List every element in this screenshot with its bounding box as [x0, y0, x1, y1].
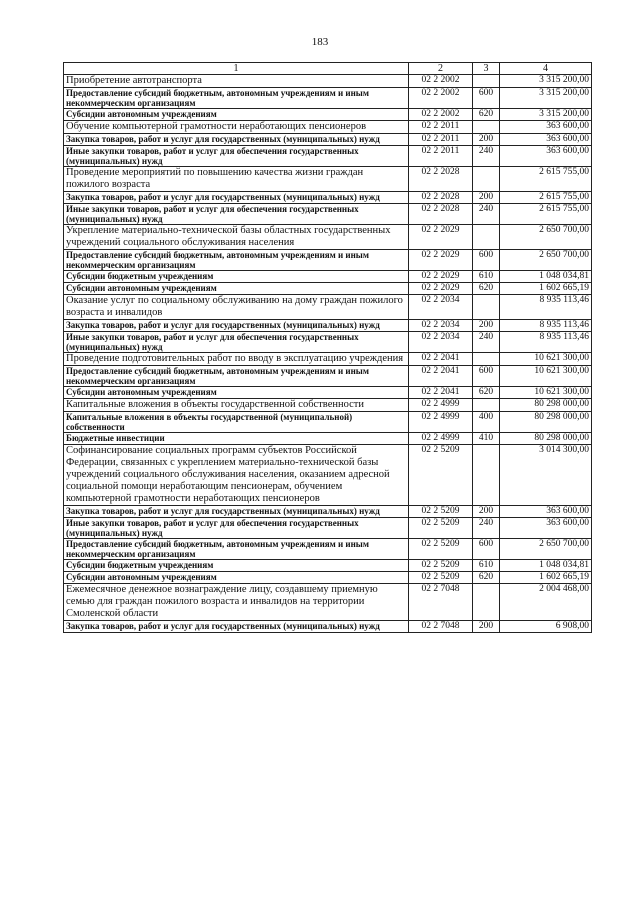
- table-row: [64, 621, 592, 633]
- table-row: [64, 121, 592, 134]
- column-header-3: 3: [473, 63, 500, 75]
- row-target-code: 02 2 2002: [409, 109, 473, 121]
- row-amount: 363 600,00: [500, 506, 592, 518]
- row-target-code: 02 2 2029: [409, 283, 473, 295]
- row-amount: 2 650 700,00: [500, 225, 592, 250]
- row-amount: 3 315 200,00: [500, 88, 592, 109]
- row-target-code: 02 2 2034: [409, 320, 473, 332]
- row-amount: 10 621 300,00: [500, 366, 592, 387]
- row-expense-type: [473, 75, 500, 88]
- row-expense-type: 200: [473, 320, 500, 332]
- row-name: Обучение компьютерной грамотности неработающих пенсионеров: [64, 121, 409, 134]
- row-expense-type: 240: [473, 332, 500, 353]
- row-target-code: 02 2 5209: [409, 539, 473, 560]
- row-expense-type: [473, 121, 500, 134]
- table-row: [64, 283, 592, 295]
- row-name: Укрепление материально-технической базы областных государственных учреждений социального обслуживания населения: [64, 225, 409, 250]
- row-amount: 80 298 000,00: [500, 412, 592, 433]
- row-amount: 3 315 200,00: [500, 75, 592, 88]
- row-expense-type: [473, 167, 500, 192]
- table-row: [64, 88, 592, 109]
- row-name: Софинансирование социальных программ субъектов Российской Федерации, связанных с укреплением материально-технической базы учреждений социального обслуживания населения, оказанием адресной социальной помощи неработающим пенсионерам, обучением компьютерной грамотности неработающих пенсионеров: [64, 445, 409, 506]
- row-amount: 363 600,00: [500, 518, 592, 539]
- row-target-code: 02 2 2011: [409, 146, 473, 167]
- row-amount: 1 602 665,19: [500, 283, 592, 295]
- row-target-code: 02 2 2041: [409, 366, 473, 387]
- row-expense-type: 240: [473, 204, 500, 225]
- row-amount: 2 004 468,00: [500, 584, 592, 621]
- row-name: Проведение подготовительных работ по вводу в эксплуатацию учреждения: [64, 353, 409, 366]
- row-expense-type: 240: [473, 518, 500, 539]
- row-name: Оказание услуг по социальному обслуживанию на дому граждан пожилого возраста и инвалидов: [64, 295, 409, 320]
- row-target-code: 02 2 7048: [409, 621, 473, 633]
- row-name: Субсидии бюджетным учреждениям: [64, 560, 409, 572]
- row-expense-type: [473, 225, 500, 250]
- row-name: Предоставление субсидий бюджетным, автономным учреждениям и иным некоммерческим организациям: [64, 366, 409, 387]
- row-name: Закупка товаров, работ и услуг для государственных (муниципальных) нужд: [64, 506, 409, 518]
- row-target-code: 02 2 2011: [409, 121, 473, 134]
- row-target-code: 02 2 4999: [409, 433, 473, 445]
- row-name: Капитальные вложения в объекты государственной собственности: [64, 399, 409, 412]
- table-row: [64, 250, 592, 271]
- row-amount: 2 615 755,00: [500, 192, 592, 204]
- row-name: Закупка товаров, работ и услуг для государственных (муниципальных) нужд: [64, 621, 409, 633]
- table-row: [64, 225, 592, 250]
- row-expense-type: 620: [473, 387, 500, 399]
- row-name: Закупка товаров, работ и услуг для государственных (муниципальных) нужд: [64, 134, 409, 146]
- row-amount: 2 615 755,00: [500, 167, 592, 192]
- row-expense-type: 600: [473, 539, 500, 560]
- row-target-code: 02 2 4999: [409, 399, 473, 412]
- row-target-code: 02 2 2002: [409, 75, 473, 88]
- row-amount: 1 048 034,81: [500, 271, 592, 283]
- table-row: [64, 192, 592, 204]
- row-expense-type: [473, 353, 500, 366]
- row-target-code: 02 2 5209: [409, 560, 473, 572]
- row-name: Субсидии автономным учреждениям: [64, 387, 409, 399]
- row-name: Ежемесячное денежное вознаграждение лицу, создавшему приемную семью для граждан пожилого возраста и инвалидов на территории Смоленской области: [64, 584, 409, 621]
- budget-table: [63, 62, 592, 633]
- row-expense-type: 620: [473, 283, 500, 295]
- row-target-code: 02 2 2034: [409, 295, 473, 320]
- row-target-code: 02 2 5209: [409, 518, 473, 539]
- row-name: Предоставление субсидий бюджетным, автономным учреждениям и иным некоммерческим организациям: [64, 539, 409, 560]
- row-target-code: 02 2 5209: [409, 572, 473, 584]
- row-amount: 1 602 665,19: [500, 572, 592, 584]
- row-name: Субсидии бюджетным учреждениям: [64, 271, 409, 283]
- row-expense-type: [473, 399, 500, 412]
- table-row: [64, 109, 592, 121]
- row-target-code: 02 2 4999: [409, 412, 473, 433]
- row-amount: 80 298 000,00: [500, 433, 592, 445]
- row-name: Субсидии автономным учреждениям: [64, 109, 409, 121]
- row-name: Иные закупки товаров, работ и услуг для обеспечения государственных (муниципальных) нужд: [64, 332, 409, 353]
- row-amount: 8 935 113,46: [500, 295, 592, 320]
- row-amount: 363 600,00: [500, 134, 592, 146]
- table-row: [64, 584, 592, 621]
- row-amount: 10 621 300,00: [500, 387, 592, 399]
- row-amount: 363 600,00: [500, 121, 592, 134]
- row-amount: 363 600,00: [500, 146, 592, 167]
- row-expense-type: 200: [473, 192, 500, 204]
- table-row: [64, 320, 592, 332]
- row-target-code: 02 2 7048: [409, 584, 473, 621]
- row-expense-type: 400: [473, 412, 500, 433]
- row-expense-type: 610: [473, 560, 500, 572]
- row-name: Закупка товаров, работ и услуг для государственных (муниципальных) нужд: [64, 192, 409, 204]
- row-target-code: 02 2 2028: [409, 167, 473, 192]
- row-expense-type: 610: [473, 271, 500, 283]
- row-amount: 8 935 113,46: [500, 320, 592, 332]
- row-name: Иные закупки товаров, работ и услуг для обеспечения государственных (муниципальных) нужд: [64, 518, 409, 539]
- row-name: Иные закупки товаров, работ и услуг для обеспечения государственных (муниципальных) нужд: [64, 204, 409, 225]
- row-expense-type: 410: [473, 433, 500, 445]
- row-amount: 1 048 034,81: [500, 560, 592, 572]
- row-amount: 6 908,00: [500, 621, 592, 633]
- table-row: [64, 353, 592, 366]
- row-name: Закупка товаров, работ и услуг для государственных (муниципальных) нужд: [64, 320, 409, 332]
- row-target-code: 02 2 2041: [409, 387, 473, 399]
- table-body: [64, 75, 592, 633]
- row-target-code: 02 2 2028: [409, 204, 473, 225]
- row-target-code: 02 2 2028: [409, 192, 473, 204]
- row-target-code: 02 2 2002: [409, 88, 473, 109]
- row-target-code: 02 2 2029: [409, 271, 473, 283]
- row-amount: 3 014 300,00: [500, 445, 592, 506]
- row-target-code: 02 2 2041: [409, 353, 473, 366]
- row-expense-type: [473, 584, 500, 621]
- table-row: [64, 271, 592, 283]
- row-amount: 80 298 000,00: [500, 399, 592, 412]
- row-expense-type: 200: [473, 506, 500, 518]
- table-row: [64, 560, 592, 572]
- row-expense-type: 600: [473, 366, 500, 387]
- table-row: [64, 204, 592, 225]
- row-name: Иные закупки товаров, работ и услуг для обеспечения государственных (муниципальных) нужд: [64, 146, 409, 167]
- row-name: Предоставление субсидий бюджетным, автономным учреждениям и иным некоммерческим организациям: [64, 88, 409, 109]
- row-amount: 8 935 113,46: [500, 332, 592, 353]
- row-target-code: 02 2 2034: [409, 332, 473, 353]
- table-row: [64, 518, 592, 539]
- table-row: [64, 75, 592, 88]
- row-name: Субсидии автономным учреждениям: [64, 283, 409, 295]
- row-amount: 2 650 700,00: [500, 250, 592, 271]
- row-expense-type: 200: [473, 621, 500, 633]
- column-header-1: 1: [64, 63, 409, 75]
- row-target-code: 02 2 2011: [409, 134, 473, 146]
- table-row: [64, 445, 592, 506]
- row-amount: 3 315 200,00: [500, 109, 592, 121]
- table-row: [64, 387, 592, 399]
- table-row: [64, 399, 592, 412]
- row-name: Проведение мероприятий по повышению качества жизни граждан пожилого возраста: [64, 167, 409, 192]
- row-name: Капитальные вложения в объекты государственной (муниципальной) собственности: [64, 412, 409, 433]
- row-expense-type: 600: [473, 88, 500, 109]
- table-row: [64, 134, 592, 146]
- row-target-code: 02 2 2029: [409, 225, 473, 250]
- table-row: [64, 506, 592, 518]
- row-expense-type: 200: [473, 134, 500, 146]
- table-row: [64, 332, 592, 353]
- table-row: [64, 167, 592, 192]
- table-row: [64, 539, 592, 560]
- row-target-code: 02 2 5209: [409, 506, 473, 518]
- row-expense-type: [473, 295, 500, 320]
- table-row: [64, 572, 592, 584]
- column-header-4: 4: [500, 63, 592, 75]
- table-row: [64, 366, 592, 387]
- row-amount: 2 615 755,00: [500, 204, 592, 225]
- row-name: Бюджетные инвестиции: [64, 433, 409, 445]
- row-amount: 10 621 300,00: [500, 353, 592, 366]
- row-name: Предоставление субсидий бюджетным, автономным учреждениям и иным некоммерческим организациям: [64, 250, 409, 271]
- row-name: Субсидии автономным учреждениям: [64, 572, 409, 584]
- table-row: [64, 146, 592, 167]
- table-row: [64, 295, 592, 320]
- row-expense-type: 240: [473, 146, 500, 167]
- table-row: [64, 412, 592, 433]
- row-target-code: 02 2 5209: [409, 445, 473, 506]
- row-expense-type: 620: [473, 572, 500, 584]
- page-number: 183: [311, 36, 329, 48]
- row-target-code: 02 2 2029: [409, 250, 473, 271]
- row-amount: 2 650 700,00: [500, 539, 592, 560]
- column-header-2: 2: [409, 63, 473, 75]
- row-expense-type: 620: [473, 109, 500, 121]
- table-row: [64, 433, 592, 445]
- row-name: Приобретение автотранспорта: [64, 75, 409, 88]
- row-expense-type: [473, 445, 500, 506]
- row-expense-type: 600: [473, 250, 500, 271]
- table-header-row: [64, 63, 592, 75]
